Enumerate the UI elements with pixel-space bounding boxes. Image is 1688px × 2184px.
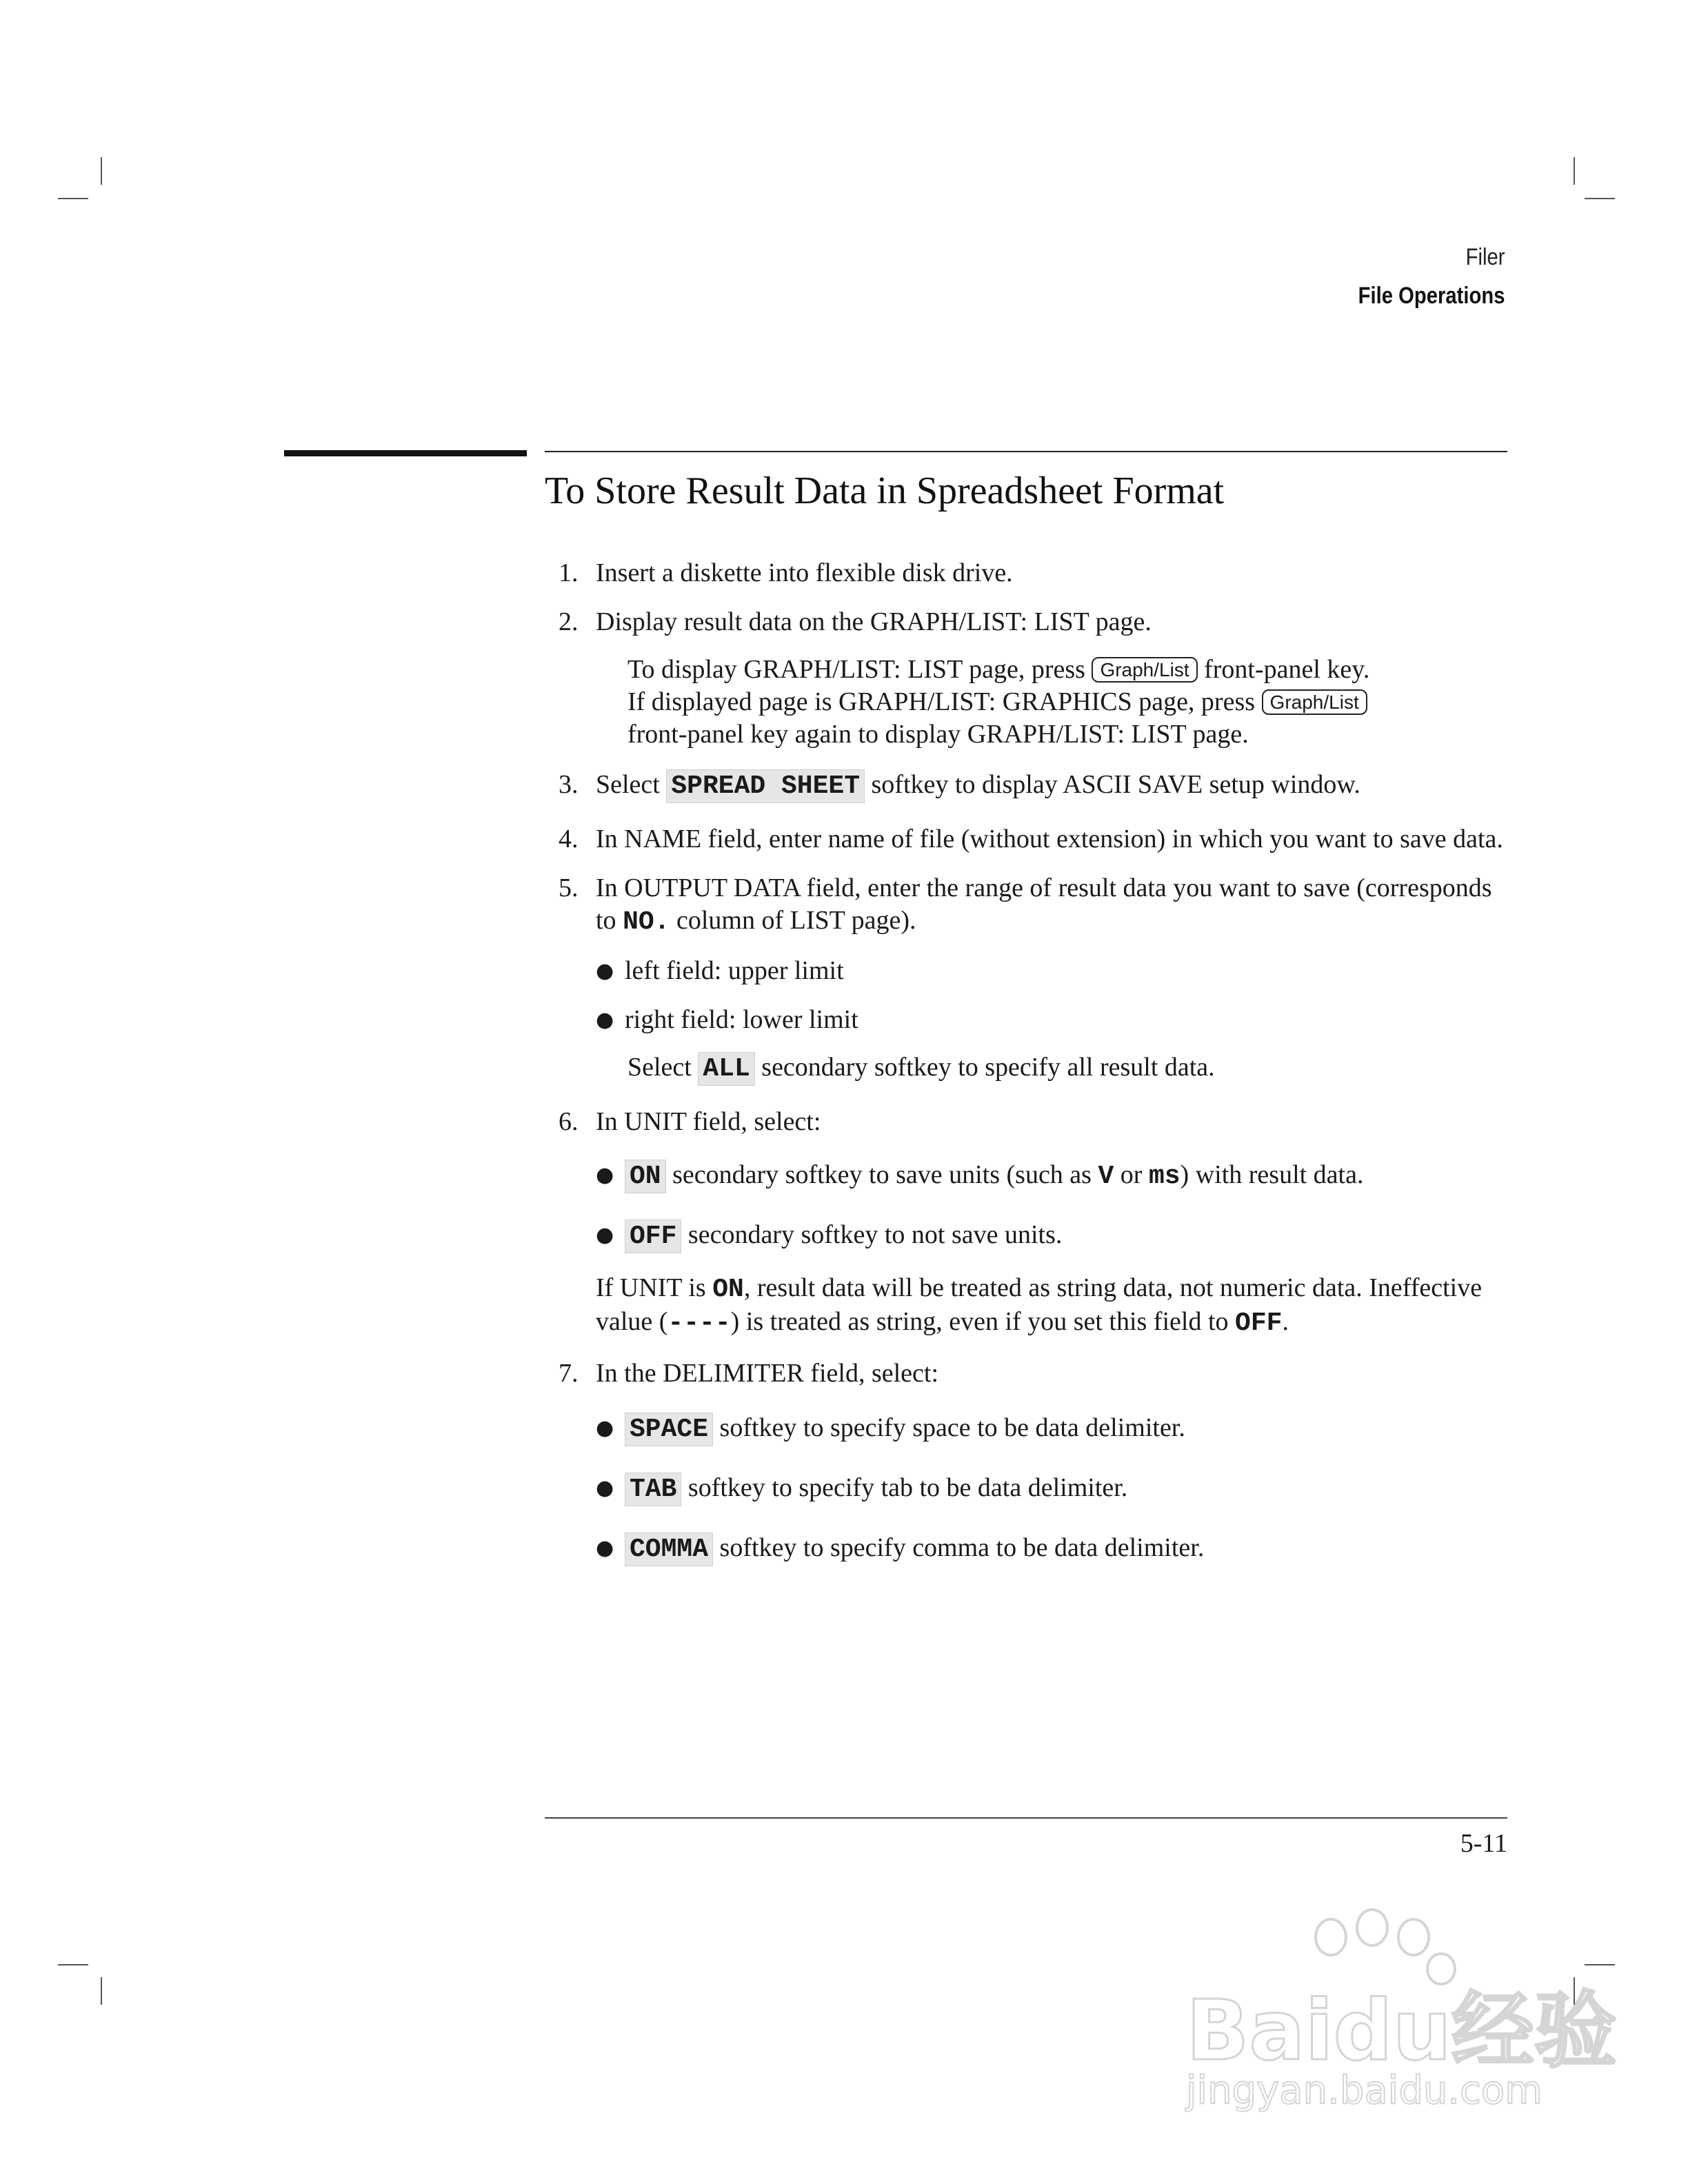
step-number: 1. [559, 558, 579, 587]
step-text: In NAME field, enter name of file (without extension) in which you want to save data. [596, 825, 1503, 853]
crop-mark [101, 157, 102, 185]
step-number: 5. [559, 873, 579, 902]
bullet-text: softkey to specify comma to be data delimiter. [719, 1533, 1205, 1562]
tab-softkey: TAB [625, 1473, 681, 1506]
bullet-text: ) with result data. [1180, 1160, 1364, 1189]
step-number: 3. [559, 770, 579, 799]
list-item [554, 1412, 1514, 1446]
bullet-text: secondary softkey to save units (such as [672, 1160, 1092, 1189]
bullet-icon: ● [596, 1223, 614, 1247]
on-softkey: ON [625, 1160, 666, 1193]
section-rule-thick [284, 450, 527, 456]
step-2-note [554, 654, 1514, 751]
step-text: column of LIST page). [676, 906, 916, 935]
step-number: 7. [559, 1359, 579, 1388]
step-3 [554, 769, 1514, 802]
step-6-note [554, 1272, 1514, 1339]
list-item [554, 1472, 1514, 1506]
note-text: If displayed page is GRAPH/LIST: GRAPHICS page, press [627, 687, 1256, 716]
crop-mark [58, 198, 88, 199]
footer-rule [545, 1817, 1507, 1819]
bullet-icon: ● [596, 959, 614, 983]
step-number: 2. [559, 607, 579, 636]
procedure [554, 557, 1514, 1592]
note-text: front-panel key. [1204, 655, 1370, 684]
crop-mark [1574, 157, 1575, 185]
step-7 [554, 1357, 1514, 1390]
step-2 [554, 606, 1514, 638]
step-text: In UNIT field, select: [596, 1107, 821, 1136]
list-item [554, 955, 1514, 987]
crop-mark [58, 1964, 88, 1965]
note-text: To display GRAPH/LIST: LIST page, press [627, 655, 1085, 684]
step-text: In the DELIMITER field, select: [596, 1359, 939, 1388]
off-value: OFF [1235, 1308, 1283, 1338]
note-text: ) is treated as string, even if you set this field to [730, 1307, 1229, 1336]
crop-mark [1585, 198, 1615, 199]
list-item [554, 1004, 1514, 1036]
bullet-text: or [1120, 1160, 1143, 1189]
bullet-text: right field: lower limit [625, 1005, 858, 1034]
bullet-icon: ● [596, 1008, 614, 1032]
note-text: Select [627, 1053, 692, 1082]
bullet-text: left field: upper limit [625, 956, 844, 985]
step-text: Insert a diskette into flexible disk drive. [596, 558, 1013, 587]
note-text: secondary softkey to specify all result data. [761, 1053, 1215, 1082]
spread-sheet-softkey: SPREAD SHEET [666, 769, 865, 803]
space-softkey: SPACE [625, 1413, 713, 1446]
bullet-icon: ● [596, 1536, 614, 1560]
page-number: 5-11 [1460, 1829, 1507, 1858]
note-text: If UNIT is [596, 1273, 706, 1302]
step-text: Display result data on the GRAPH/LIST: LIST page. [596, 607, 1152, 636]
step-text: Select [596, 770, 660, 799]
running-header [1358, 238, 1505, 315]
bullet-icon: ● [596, 1476, 614, 1500]
note-text: front-panel key again to display GRAPH/LIST: LIST page. [627, 720, 1249, 749]
note-text: . [1282, 1307, 1289, 1336]
step-5-note [554, 1051, 1514, 1085]
watermark-brand: Baidu经验 [1186, 1983, 1617, 2079]
step-4 [554, 823, 1514, 856]
note-text: , result data will be treated as string data, not numeric data. Ineffective value ( [596, 1273, 1483, 1336]
step-number: 4. [559, 825, 579, 853]
off-softkey: OFF [625, 1220, 681, 1253]
bullet-icon: ● [596, 1163, 614, 1187]
comma-softkey: COMMA [625, 1533, 713, 1566]
bullet-text: secondary softkey to not save units. [687, 1220, 1063, 1249]
step-text: softkey to display ASCII SAVE setup window. [871, 770, 1360, 799]
page-title: To Store Result Data in Spreadsheet Format [545, 469, 1225, 512]
baidu-watermark [1172, 1903, 1617, 2165]
step-5 [554, 872, 1514, 938]
ineffective-value: ---- [667, 1308, 731, 1338]
unit-example: ms [1148, 1162, 1180, 1191]
crop-mark [101, 1977, 102, 2005]
bullet-icon: ● [596, 1416, 614, 1440]
all-softkey: ALL [698, 1052, 754, 1086]
header-section: File Operations [1358, 283, 1505, 309]
graph-list-key: Graph/List [1262, 689, 1367, 715]
bullet-text: softkey to specify tab to be data delimiter. [687, 1473, 1128, 1502]
list-item [554, 1159, 1514, 1193]
step-number: 6. [559, 1107, 579, 1136]
step-6 [554, 1106, 1514, 1138]
graph-list-key: Graph/List [1092, 657, 1197, 682]
section-rule-thin [545, 451, 1507, 452]
step-text: In OUTPUT DATA field, enter the range of result data you want to save (corresponds to [596, 873, 1492, 935]
watermark-url: jingyan.baidu.com [1186, 2068, 1543, 2113]
list-item [554, 1532, 1514, 1566]
on-value: ON [712, 1275, 744, 1304]
no-column-label: NO. [623, 907, 670, 937]
header-chapter: Filer [1465, 244, 1505, 270]
unit-example: V [1098, 1162, 1114, 1191]
list-item [554, 1219, 1514, 1253]
bullet-text: softkey to specify space to be data delimiter. [719, 1413, 1185, 1442]
step-1 [554, 557, 1514, 589]
